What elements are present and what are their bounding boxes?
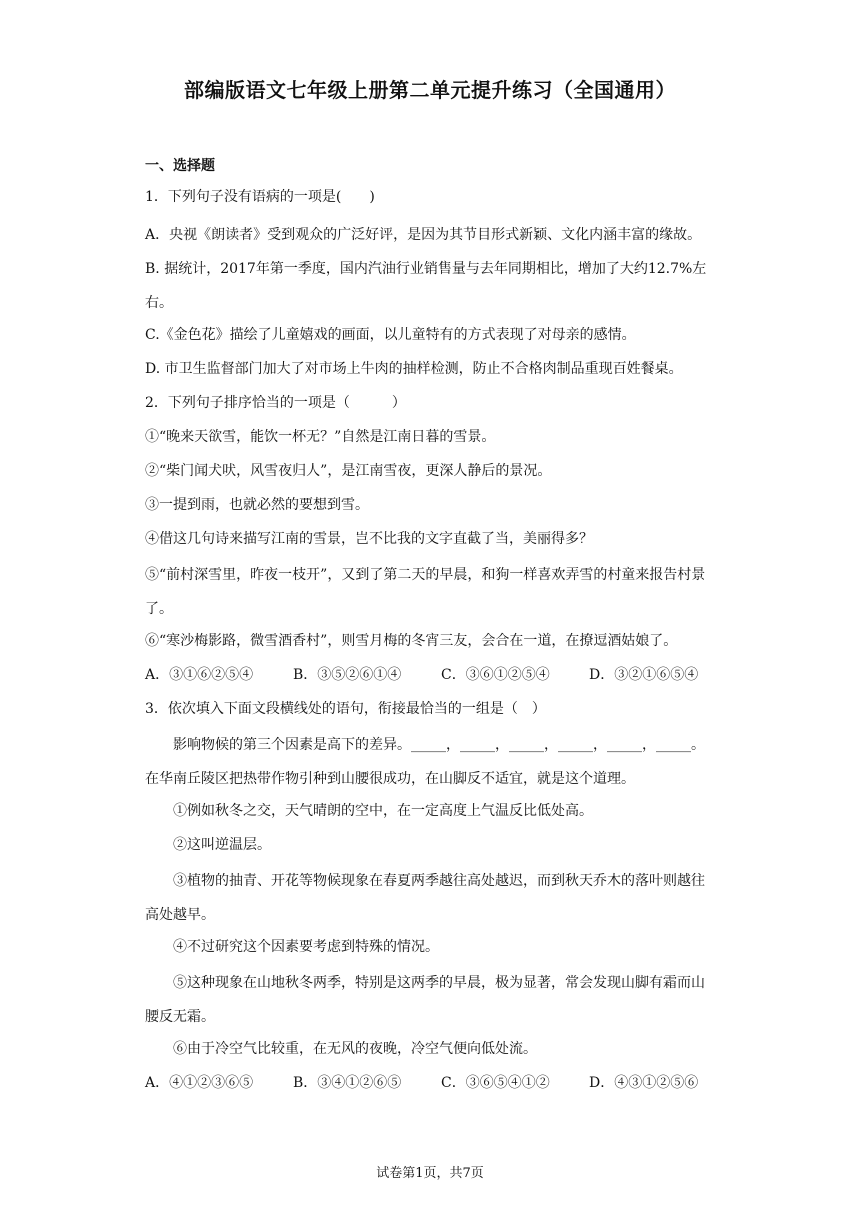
q2-option-d: D．③②①⑥⑤④ xyxy=(589,667,699,683)
q2-sentence-4: ④借这几句诗来描写江南的雪景，岂不比我的文字直截了当，美丽得多？ xyxy=(145,531,593,547)
q3-sentence-1: ①例如秋冬之交，天气晴朗的空中，在一定高度上气温反比低处高。 xyxy=(173,803,593,819)
q2-option-b: B．③⑤②⑥①④ xyxy=(293,667,402,683)
q2-stem: 2．下列句子排序恰当的一项是（ ） xyxy=(145,395,406,411)
q1-option-a: A．央视《朗读者》受到观众的广泛好评，是因为其节目形式新颖、文化内涵丰富的缘故。 xyxy=(145,227,702,243)
q1-option-c: C.《金色花》描绘了儿童嬉戏的画面，以儿童特有的方式表现了对母亲的感情。 xyxy=(145,327,636,343)
q3-stem: 3．依次填入下面文段横线处的语句，衔接最恰当的一组是（ ） xyxy=(145,701,546,717)
q2-option-c: C．③⑥①②⑤④ xyxy=(441,667,550,683)
q2-sentence-5: ⑤“前村深雪里，昨夜一枝开”，又到了第二天的早晨，和狗一样喜欢弄雪的村童来报告村景了。 xyxy=(145,567,706,617)
q2-option-a: A．③①⑥②⑤④ xyxy=(145,667,254,683)
q3-option-d: D．④③①②⑤⑥ xyxy=(589,1075,699,1091)
section-heading: 一、选择题 xyxy=(145,158,215,174)
q2-sentence-1: ①“晚来天欲雪，能饮一杯无？”自然是江南日暮的雪景。 xyxy=(145,429,496,445)
q3-sentence-5: ⑤这种现象在山地秋冬两季，特别是这两季的早晨，极为显著，常会发现山脚有霜而山腰反无霜。 xyxy=(145,975,705,1025)
page-title: 部编版语文七年级上册第二单元提升练习（全国通用） xyxy=(184,78,676,102)
q3-sentence-2: ②这叫逆温层。 xyxy=(173,837,271,853)
q2-sentence-6: ⑥“寒沙梅影路，微雪酒香村”，则雪月梅的冬宵三友，会合在一道，在撩逗酒姑娘了。 xyxy=(145,633,678,649)
q3-paragraph: 影响物候的第三个因素是高下的差异。_____，_____，_____，_____，_____，_____。在华南丘陵区把热带作物引种到山腰很成功，在山脚反不适宜，就是这个道理。 xyxy=(145,737,705,787)
q1-option-d: D. 市卫生监督部门加大了对市场上牛肉的抽样检测，防止不合格肉制品重现百姓餐桌。 xyxy=(145,361,683,377)
q3-option-c: C．③⑥⑤④①② xyxy=(441,1075,550,1091)
question-body xyxy=(145,182,715,1102)
q3-sentence-6: ⑥由于冷空气比较重，在无风的夜晚，冷空气便向低处流。 xyxy=(173,1041,537,1057)
q3-option-b: B．③④①②⑥⑤ xyxy=(293,1075,402,1091)
q3-options xyxy=(145,1068,715,1102)
q3-sentence-3: ③植物的抽青、开花等物候现象在春夏两季越往高处越迟，而到秋天乔木的落叶则越往高处越早。 xyxy=(145,873,705,923)
q2-sentence-3: ③一提到雨，也就必然的要想到雪。 xyxy=(145,497,369,513)
q3-option-a: A．④①②③⑥⑤ xyxy=(145,1075,254,1091)
q2-sentence-2: ②“柴门闻犬吠，风雪夜归人”，是江南雪夜，更深人静后的景况。 xyxy=(145,463,552,479)
q3-sentence-4: ④不过研究这个因素要考虑到特殊的情况。 xyxy=(173,939,439,955)
q2-options xyxy=(145,660,715,694)
q1-option-b: B. 据统计，2017年第一季度，国内汽油行业销售量与去年同期相比，增加了大约12.7%左右。 xyxy=(145,261,707,311)
page-footer: 试卷第1页，共7页 xyxy=(376,1166,484,1181)
q1-stem: 1．下列句子没有语病的一项是( ) xyxy=(145,189,375,205)
